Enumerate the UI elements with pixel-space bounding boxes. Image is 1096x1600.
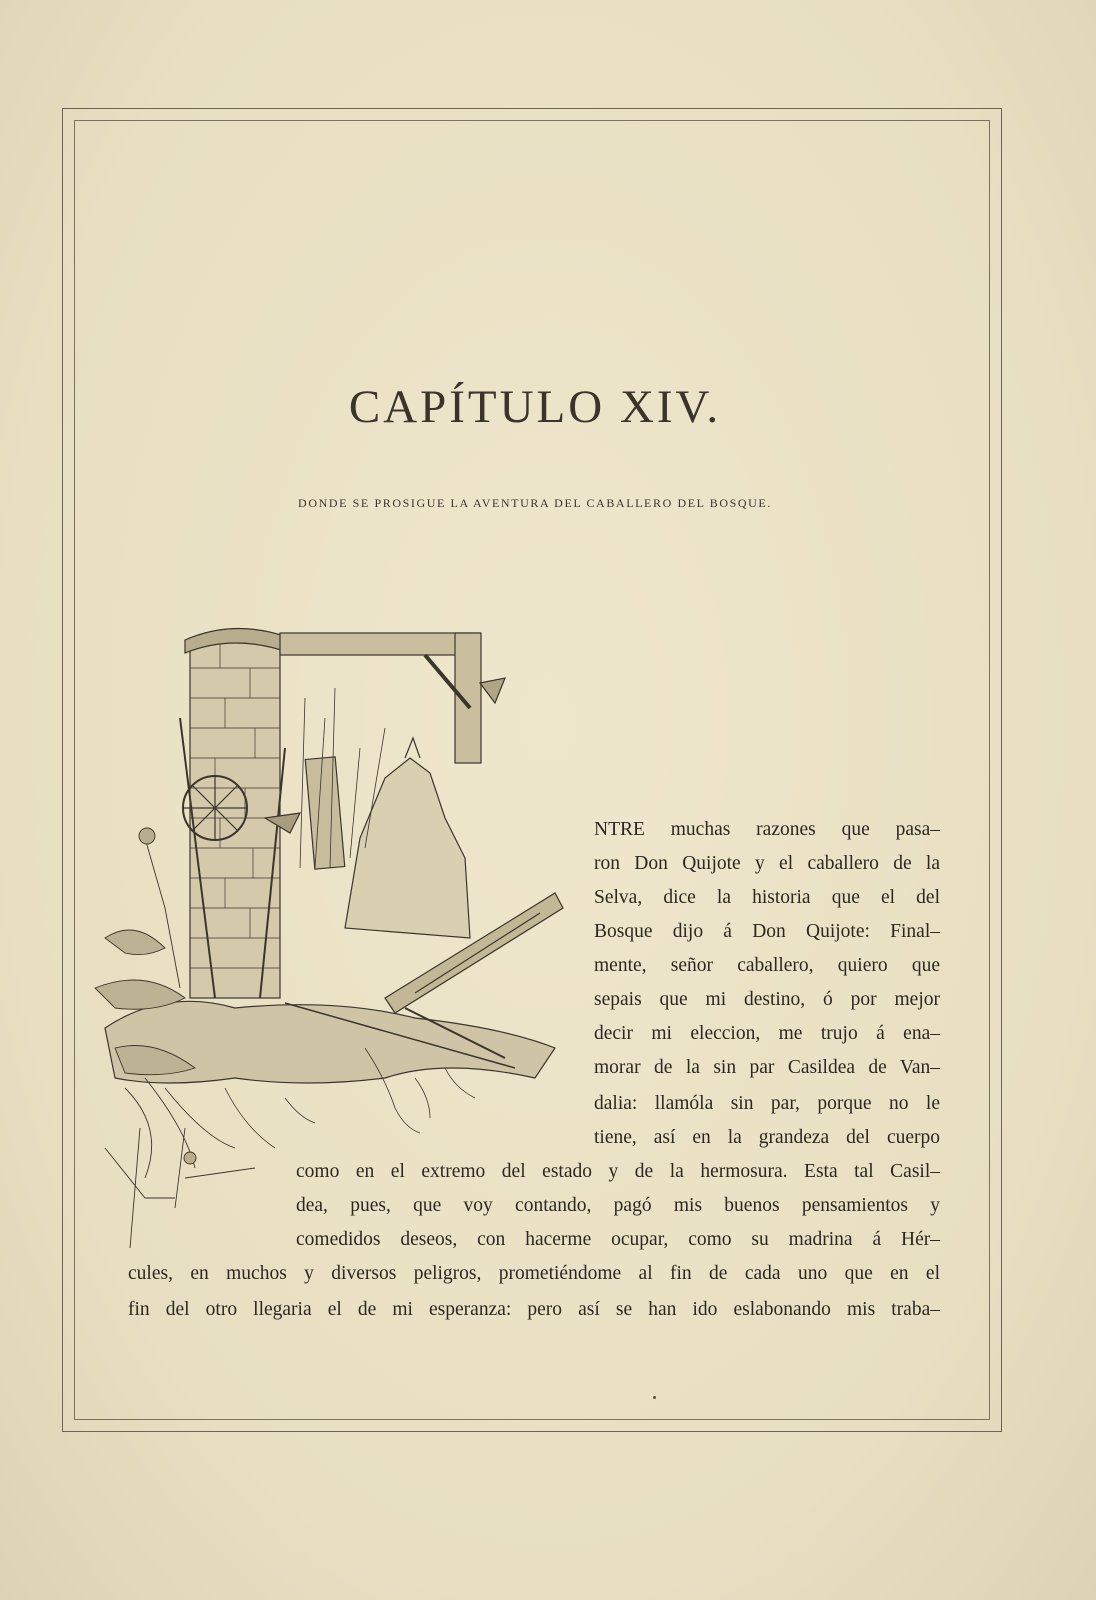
body-line-3: Selva, dice la historia que el del [594,887,940,908]
body-line-6: sepais que mi destino, ó por mejor [594,989,940,1010]
body-line-15: fin del otro llegaria el de mi esperanza: pero así se han ido eslabonando mis traba– [128,1299,940,1320]
body-line-5: mente, señor caballero, quiero que [594,955,940,976]
body-line-9: dalia: llamóla sin par, porque no le [594,1093,940,1114]
body-line-1: NTRE muchas razones que pasa– [594,819,940,840]
body-line-8: morar de la sin par Casildea de Van– [594,1057,940,1078]
body-line-13: comedidos deseos, con hacerme ocupar, como su madrina á Hér– [296,1229,940,1250]
body-line-11: como en el extremo del estado y de la hermosura. Esta tal Casil– [296,1161,940,1182]
body-line-2: ron Don Quijote y el caballero de la [594,853,940,874]
body-line-14: cules, en muchos y diversos peligros, prometiéndome al fin de cada uno que en el [128,1263,940,1284]
chapter-title: CAPÍTULO XIV. [348,381,722,433]
printer-mark [653,1396,656,1399]
body-line-12: dea, pues, que voy contando, pagó mis buenos pensamientos y [296,1195,940,1216]
body-line-4: Bosque dijo á Don Quijote: Final– [594,921,940,942]
body-line-7: decir mi eleccion, me trujo á ena– [594,1023,940,1044]
chapter-subtitle: DONDE SE PROSIGUE LA AVENTURA DEL CABALLERO DEL BOSQUE. [298,496,772,510]
body-line-10: tiene, así en la grandeza del cuerpo [594,1127,940,1148]
